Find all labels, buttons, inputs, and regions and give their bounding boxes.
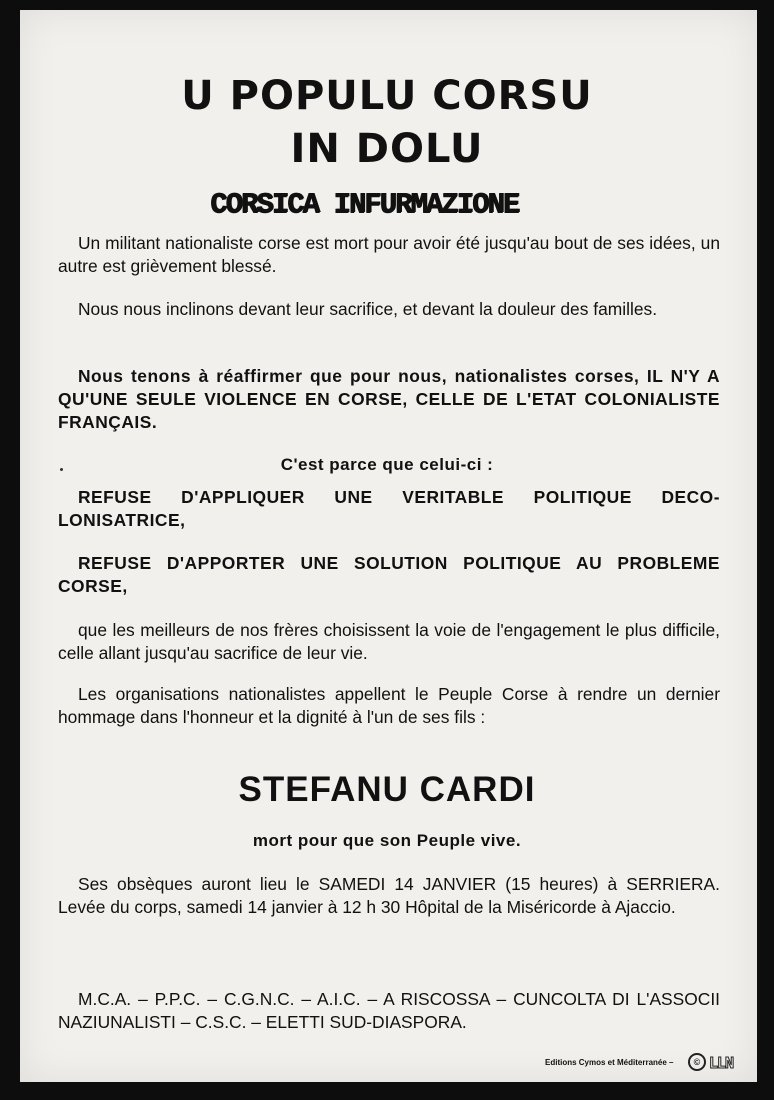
lln-logo: LLN	[709, 1054, 734, 1072]
deceased-subtitle: mort pour que son Peuple vive.	[252, 831, 522, 850]
cause-intro: C'est parce que celui-ci :	[280, 455, 494, 474]
poster-title-line1: U POPULU CORSU	[181, 73, 593, 119]
paragraph-engagement: que les meilleurs de nos frères choisissent la voie de l'engagement le plus difficile, celle allant jusqu'au sacrifice de leur vie.	[58, 620, 720, 663]
printer-credit: Editions Cymos et Méditerranée –	[545, 1058, 674, 1067]
brand-logo-text: CORSICA INFURMAZIONE	[210, 188, 519, 221]
cause-item-1: REFUSE D'APPLIQUER UNE VERITABLE POLITIQUE DECO-LONISATRICE,	[58, 487, 720, 530]
organizations-list: M.C.A. – P.P.C. – C.G.N.C. – A.I.C. – A RISCOSSA – CUNCOLTA DI L'ASSOCII NAZIUNALISTI – C.S.C. – ELETTI SUD-DIASPORA.	[58, 989, 720, 1032]
cause-item-2: REFUSE D'APPORTER UNE SOLUTION POLITIQUE AU PROBLEME CORSE,	[58, 553, 720, 596]
poster-title-line2: IN DOLU	[290, 126, 484, 172]
paragraph-call: Les organisations nationalistes appellent le Peuple Corse à rendre un dernier hommage dans l'honneur et la dignité à l'un de ses fils :	[58, 684, 720, 727]
paragraph-funeral: Ses obsèques auront lieu le SAMEDI 14 JANVIER (15 heures) à SERRIERA. Levée du corps, samedi 14 janvier à 12 h 30 Hôpital de la Miséricorde à Ajaccio.	[58, 874, 720, 917]
copyright-icon: ©	[688, 1053, 706, 1071]
paragraph-statement: Nous tenons à réaffirmer que pour nous, nationalistes corses, IL N'Y A QU'UNE SEULE VIOLENCE EN CORSE, CELLE DE L'ETAT COLONIALISTE FRANÇAIS.	[58, 366, 720, 432]
deceased-name: STEFANU CARDI	[238, 770, 536, 809]
paragraph-intro: Un militant nationaliste corse est mort pour avoir été jusqu'au bout de ses idées, un autre est grièvement blessé.	[58, 233, 720, 276]
paragraph-condolences: Nous nous inclinons devant leur sacrifice, et devant la douleur des familles.	[78, 299, 658, 319]
